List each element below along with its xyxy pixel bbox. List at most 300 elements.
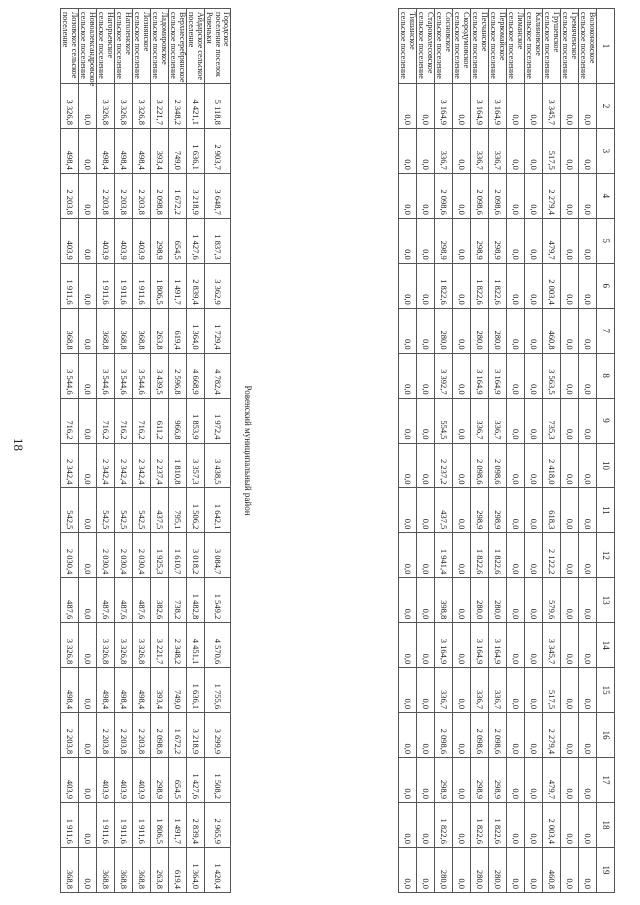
value-cell: 0,0 [78, 758, 96, 803]
value-cell: 2 098,6 [471, 713, 489, 758]
value-cell: 0,0 [579, 263, 597, 308]
value-cell: 2 122,2 [543, 533, 561, 578]
value-cell: 1 549,2 [204, 578, 230, 623]
table-row [168, 9, 186, 893]
value-cell: 0,0 [507, 218, 525, 263]
value-cell: 2 203,8 [96, 173, 114, 218]
value-cell: 1 853,9 [186, 398, 204, 443]
value-cell: 716,2 [114, 398, 132, 443]
value-cell: 2 342,4 [114, 443, 132, 488]
value-cell: 2 030,4 [96, 533, 114, 578]
value-cell: 2 839,4 [186, 803, 204, 848]
value-cell: 0,0 [399, 713, 417, 758]
value-cell: 0,0 [417, 128, 435, 173]
value-cell: 0,0 [78, 803, 96, 848]
value-cell: 0,0 [525, 803, 543, 848]
value-cell: 0,0 [525, 398, 543, 443]
value-cell: 1 427,6 [186, 218, 204, 263]
value-cell: 0,0 [417, 443, 435, 488]
value-cell: 0,0 [579, 128, 597, 173]
value-cell: 298,9 [150, 758, 168, 803]
value-cell: 0,0 [453, 758, 471, 803]
value-cell: 298,9 [435, 218, 453, 263]
value-cell: 393,4 [150, 668, 168, 713]
value-cell: 3 544,6 [96, 353, 114, 398]
value-cell: 0,0 [453, 84, 471, 129]
value-cell: 0,0 [453, 488, 471, 533]
value-cell: 0,0 [399, 578, 417, 623]
value-cell: 403,9 [96, 758, 114, 803]
value-cell: 4 668,9 [186, 353, 204, 398]
value-cell: 3 164,9 [471, 84, 489, 129]
value-cell: 1 941,4 [435, 533, 453, 578]
value-cell: 403,9 [96, 218, 114, 263]
value-cell: 1 672,2 [168, 173, 186, 218]
value-cell: 542,5 [132, 488, 150, 533]
settlement-name: Городское поселение поселок Ровеньки [204, 9, 230, 84]
settlement-name: Лозовское сельское поселение [60, 9, 78, 84]
value-cell: 1 822,6 [489, 263, 507, 308]
header-cell: 17 [597, 758, 615, 803]
value-cell: 2 030,4 [132, 533, 150, 578]
value-cell: 2 237,4 [150, 443, 168, 488]
settlement-name: Лиманское сельское поселение [507, 9, 525, 84]
value-cell: 0,0 [579, 84, 597, 129]
value-cell: 0,0 [453, 847, 471, 892]
value-cell: 0,0 [561, 308, 579, 353]
settlement-name: Лознянское сельское поселение [132, 9, 150, 84]
value-cell: 0,0 [453, 218, 471, 263]
value-cell: 1 822,6 [489, 803, 507, 848]
value-cell: 0,0 [579, 623, 597, 668]
value-cell: 2 098,6 [435, 173, 453, 218]
value-cell: 542,5 [96, 488, 114, 533]
value-cell: 3 357,3 [186, 443, 204, 488]
value-cell: 0,0 [399, 803, 417, 848]
value-cell: 2 030,4 [60, 533, 78, 578]
rotated-page-content [61, 8, 615, 893]
value-cell: 0,0 [78, 308, 96, 353]
value-cell: 2 030,4 [114, 533, 132, 578]
value-cell: 298,9 [471, 488, 489, 533]
value-cell: 0,0 [507, 623, 525, 668]
value-cell: 3 345,7 [543, 623, 561, 668]
value-cell: 280,0 [435, 308, 453, 353]
value-cell: 1 925,3 [150, 533, 168, 578]
value-cell: 460,8 [543, 308, 561, 353]
value-cell: 0,0 [579, 668, 597, 713]
value-cell: 0,0 [561, 668, 579, 713]
header-cell: 3 [597, 128, 615, 173]
value-cell: 554,5 [435, 398, 453, 443]
table-row [186, 9, 204, 893]
value-cell: 393,4 [150, 128, 168, 173]
value-cell: 298,9 [489, 758, 507, 803]
value-cell: 0,0 [525, 218, 543, 263]
settlement-name: Скородумовское сельское поселение [453, 9, 471, 84]
settlement-name: Волоконовское сельское поселение [579, 9, 597, 84]
value-cell: 0,0 [78, 488, 96, 533]
value-cell: 336,7 [489, 398, 507, 443]
value-cell: 498,4 [60, 668, 78, 713]
settlement-name: Айдарское сельское поселение [186, 9, 204, 84]
value-cell: 0,0 [453, 398, 471, 443]
value-cell: 0,0 [417, 218, 435, 263]
value-cell: 0,0 [561, 803, 579, 848]
header-cell: 6 [597, 263, 615, 308]
value-cell: 263,8 [150, 847, 168, 892]
value-cell: 382,6 [150, 578, 168, 623]
value-cell: 0,0 [579, 398, 597, 443]
value-cell: 716,2 [96, 398, 114, 443]
header-cell: 11 [597, 488, 615, 533]
value-cell: 0,0 [561, 578, 579, 623]
value-cell: 3 326,8 [114, 84, 132, 129]
value-cell: 0,0 [399, 847, 417, 892]
value-cell: 2 203,8 [114, 713, 132, 758]
value-cell: 3 544,6 [60, 353, 78, 398]
value-cell: 0,0 [561, 847, 579, 892]
value-cell: 1 822,6 [435, 263, 453, 308]
value-cell: 2 203,8 [114, 173, 132, 218]
value-cell: 0,0 [417, 758, 435, 803]
value-cell: 0,0 [525, 668, 543, 713]
value-cell: 0,0 [525, 758, 543, 803]
value-cell: 298,9 [471, 758, 489, 803]
value-cell: 0,0 [579, 533, 597, 578]
value-cell: 1 806,5 [150, 803, 168, 848]
value-cell: 738,2 [168, 578, 186, 623]
value-cell: 0,0 [507, 308, 525, 353]
value-cell: 0,0 [417, 308, 435, 353]
value-cell: 2 596,8 [168, 353, 186, 398]
value-cell: 0,0 [78, 533, 96, 578]
value-cell: 0,0 [417, 803, 435, 848]
table-row [579, 9, 597, 893]
value-cell: 280,0 [489, 308, 507, 353]
table-row [204, 9, 230, 893]
value-cell: 1 506,2 [186, 488, 204, 533]
header-cell: 16 [597, 713, 615, 758]
section-title: Ровенский муниципальный район [243, 385, 253, 516]
value-cell: 1 822,6 [471, 533, 489, 578]
value-cell: 1 911,6 [60, 263, 78, 308]
page-number: 18 [11, 438, 26, 451]
table-row [60, 9, 78, 893]
value-cell: 336,7 [471, 398, 489, 443]
value-cell: 368,8 [132, 308, 150, 353]
value-cell: 3 018,2 [186, 533, 204, 578]
value-cell: 0,0 [399, 218, 417, 263]
value-cell: 2 098,6 [489, 173, 507, 218]
value-cell: 280,0 [471, 308, 489, 353]
settlement-name: Тишанское сельское поселение [399, 9, 417, 84]
value-cell: 3 439,5 [150, 353, 168, 398]
value-cell: 3 164,9 [435, 623, 453, 668]
value-cell: 2 348,2 [168, 84, 186, 129]
value-cell: 0,0 [417, 847, 435, 892]
value-cell: 2 342,4 [96, 443, 114, 488]
table-row [417, 9, 435, 893]
value-cell: 0,0 [399, 533, 417, 578]
value-cell: 542,5 [60, 488, 78, 533]
value-cell: 3 164,9 [471, 623, 489, 668]
value-cell: 0,0 [78, 173, 96, 218]
value-cell: 368,8 [96, 308, 114, 353]
value-cell: 2 342,4 [132, 443, 150, 488]
value-cell: 654,5 [168, 218, 186, 263]
value-cell: 368,8 [60, 308, 78, 353]
value-cell: 1 364,0 [186, 847, 204, 892]
value-cell: 0,0 [507, 353, 525, 398]
value-cell: 749,0 [168, 128, 186, 173]
value-cell: 0,0 [561, 353, 579, 398]
value-cell: 498,4 [60, 128, 78, 173]
value-cell: 0,0 [525, 308, 543, 353]
value-cell: 1 672,2 [168, 713, 186, 758]
value-cell: 0,0 [453, 443, 471, 488]
value-cell: 579,6 [543, 578, 561, 623]
value-cell: 0,0 [78, 847, 96, 892]
value-cell: 0,0 [525, 623, 543, 668]
value-cell: 0,0 [561, 263, 579, 308]
value-cell: 1 911,6 [114, 803, 132, 848]
table-row [78, 9, 96, 893]
value-cell: 2 342,4 [60, 443, 78, 488]
value-cell: 1 491,7 [168, 803, 186, 848]
value-cell: 0,0 [399, 84, 417, 129]
value-cell: 2 098,6 [471, 443, 489, 488]
table-row [507, 9, 525, 893]
settlement-name: Песчанское сельское поселение [471, 9, 489, 84]
value-cell: 795,1 [168, 488, 186, 533]
value-cell: 3 648,7 [204, 173, 230, 218]
value-cell: 0,0 [525, 488, 543, 533]
value-cell: 403,9 [132, 758, 150, 803]
value-cell: 2 203,8 [60, 713, 78, 758]
value-cell: 0,0 [579, 443, 597, 488]
value-cell: 5 118,8 [204, 84, 230, 129]
value-cell: 517,5 [543, 128, 561, 173]
value-cell: 437,5 [150, 488, 168, 533]
settlement-name: Нагорьевское сельское поселение [96, 9, 114, 84]
value-cell: 0,0 [507, 713, 525, 758]
value-cell: 2 839,4 [186, 263, 204, 308]
value-cell: 368,8 [114, 847, 132, 892]
value-cell: 0,0 [417, 533, 435, 578]
value-cell: 0,0 [525, 847, 543, 892]
value-cell: 0,0 [453, 578, 471, 623]
value-cell: 0,0 [417, 398, 435, 443]
value-cell: 0,0 [525, 128, 543, 173]
settlement-name: Староколесовское сельское поселение [417, 9, 435, 84]
value-cell: 3 563,5 [543, 353, 561, 398]
table-row [471, 9, 489, 893]
value-cell: 2 098,6 [471, 173, 489, 218]
table-row [453, 9, 471, 893]
value-cell: 0,0 [453, 623, 471, 668]
value-cell: 3 438,5 [204, 443, 230, 488]
value-cell: 1 610,7 [168, 533, 186, 578]
value-cell: 487,6 [114, 578, 132, 623]
settlement-name: Наголенское сельское поселение [114, 9, 132, 84]
value-cell: 1 508,2 [204, 758, 230, 803]
value-cell: 0,0 [78, 578, 96, 623]
value-cell: 0,0 [579, 803, 597, 848]
value-cell: 2 279,4 [543, 713, 561, 758]
value-cell: 0,0 [399, 128, 417, 173]
value-cell: 403,9 [132, 218, 150, 263]
value-cell: 0,0 [399, 308, 417, 353]
value-cell: 2 098,6 [435, 713, 453, 758]
table-row [435, 9, 453, 893]
value-cell: 3 345,7 [543, 84, 561, 129]
value-cell: 3 164,9 [435, 84, 453, 129]
value-cell: 611,2 [150, 398, 168, 443]
value-cell: 0,0 [78, 623, 96, 668]
value-cell: 0,0 [507, 443, 525, 488]
table-row [132, 9, 150, 893]
value-cell: 0,0 [507, 533, 525, 578]
value-cell: 1 755,6 [204, 668, 230, 713]
value-cell: 1 482,8 [186, 578, 204, 623]
header-cell: 2 [597, 84, 615, 129]
header-cell: 1 [597, 9, 615, 84]
value-cell: 0,0 [399, 758, 417, 803]
value-cell: 1 642,1 [204, 488, 230, 533]
value-cell: 2 965,9 [204, 803, 230, 848]
value-cell: 0,0 [507, 263, 525, 308]
value-cell: 3 326,8 [132, 623, 150, 668]
value-cell: 263,8 [150, 308, 168, 353]
value-cell: 716,2 [60, 398, 78, 443]
value-cell: 0,0 [579, 173, 597, 218]
value-cell: 654,5 [168, 758, 186, 803]
header-cell: 13 [597, 578, 615, 623]
value-cell: 1 972,4 [204, 398, 230, 443]
value-cell: 280,0 [489, 847, 507, 892]
value-cell: 336,7 [435, 128, 453, 173]
table-row [114, 9, 132, 893]
value-cell: 749,0 [168, 668, 186, 713]
value-cell: 0,0 [579, 713, 597, 758]
value-cell: 1 810,8 [168, 443, 186, 488]
value-cell: 0,0 [561, 758, 579, 803]
value-cell: 280,0 [471, 578, 489, 623]
value-cell: 0,0 [453, 668, 471, 713]
value-cell: 2 003,4 [543, 803, 561, 848]
table-row [525, 9, 543, 893]
value-cell: 3 392,7 [435, 353, 453, 398]
value-cell: 0,0 [417, 353, 435, 398]
value-cell: 716,2 [132, 398, 150, 443]
value-cell: 403,9 [60, 758, 78, 803]
value-cell: 0,0 [561, 398, 579, 443]
value-cell: 298,9 [150, 218, 168, 263]
value-cell: 3 218,9 [186, 713, 204, 758]
value-cell: 3 164,9 [489, 353, 507, 398]
value-cell: 3 299,9 [204, 713, 230, 758]
value-cell: 298,9 [435, 758, 453, 803]
value-cell: 2 279,4 [543, 173, 561, 218]
value-cell: 479,7 [543, 218, 561, 263]
settlement-name: Верхнесеребрянское сельское поселение [168, 9, 186, 84]
value-cell: 0,0 [525, 533, 543, 578]
value-cell: 368,8 [60, 847, 78, 892]
value-cell: 0,0 [525, 578, 543, 623]
value-cell: 403,9 [114, 218, 132, 263]
value-cell: 298,9 [471, 218, 489, 263]
value-cell: 1 636,1 [186, 128, 204, 173]
settlement-name: Первомайское сельское поселение [489, 9, 507, 84]
table-row [543, 9, 561, 893]
value-cell: 1 911,6 [60, 803, 78, 848]
header-cell: 14 [597, 623, 615, 668]
value-cell: 437,5 [435, 488, 453, 533]
value-cell: 0,0 [507, 758, 525, 803]
value-cell: 0,0 [417, 263, 435, 308]
value-cell: 2 348,2 [168, 623, 186, 668]
value-cell: 618,3 [543, 488, 561, 533]
value-cell: 1 822,6 [471, 803, 489, 848]
value-cell: 0,0 [507, 128, 525, 173]
value-cell: 0,0 [399, 263, 417, 308]
value-cell: 0,0 [579, 847, 597, 892]
value-cell: 0,0 [399, 443, 417, 488]
value-cell: 0,0 [78, 218, 96, 263]
value-cell: 2 203,8 [60, 173, 78, 218]
value-cell: 3 326,8 [114, 623, 132, 668]
value-cell: 0,0 [453, 533, 471, 578]
value-cell: 0,0 [453, 713, 471, 758]
value-cell: 0,0 [507, 847, 525, 892]
value-cell: 2 203,8 [132, 173, 150, 218]
value-cell: 0,0 [399, 668, 417, 713]
value-cell: 487,6 [60, 578, 78, 623]
value-cell: 0,0 [525, 443, 543, 488]
value-cell: 0,0 [78, 84, 96, 129]
value-cell: 3 221,7 [150, 84, 168, 129]
value-cell: 368,8 [132, 847, 150, 892]
value-cell: 1 420,4 [204, 847, 230, 892]
value-cell: 4 782,4 [204, 353, 230, 398]
value-cell: 0,0 [453, 803, 471, 848]
value-cell: 487,6 [132, 578, 150, 623]
value-cell: 398,8 [435, 578, 453, 623]
value-cell: 3 326,8 [132, 84, 150, 129]
value-cell: 1 822,6 [489, 533, 507, 578]
value-cell: 3 362,9 [204, 263, 230, 308]
value-cell: 0,0 [78, 353, 96, 398]
value-cell: 0,0 [561, 623, 579, 668]
value-cell: 1 822,6 [435, 803, 453, 848]
value-cell: 2 098,6 [489, 713, 507, 758]
value-cell: 336,7 [435, 668, 453, 713]
value-cell: 0,0 [417, 488, 435, 533]
value-cell: 0,0 [525, 84, 543, 129]
table-row [561, 9, 579, 893]
value-cell: 2 203,8 [132, 713, 150, 758]
value-cell: 0,0 [78, 128, 96, 173]
value-cell: 0,0 [417, 578, 435, 623]
value-cell: 1 364,0 [186, 308, 204, 353]
value-cell: 498,4 [132, 128, 150, 173]
value-cell: 487,6 [96, 578, 114, 623]
value-cell: 2 903,7 [204, 128, 230, 173]
value-cell: 3 164,9 [489, 84, 507, 129]
value-cell: 0,0 [399, 353, 417, 398]
value-cell: 4 570,6 [204, 623, 230, 668]
